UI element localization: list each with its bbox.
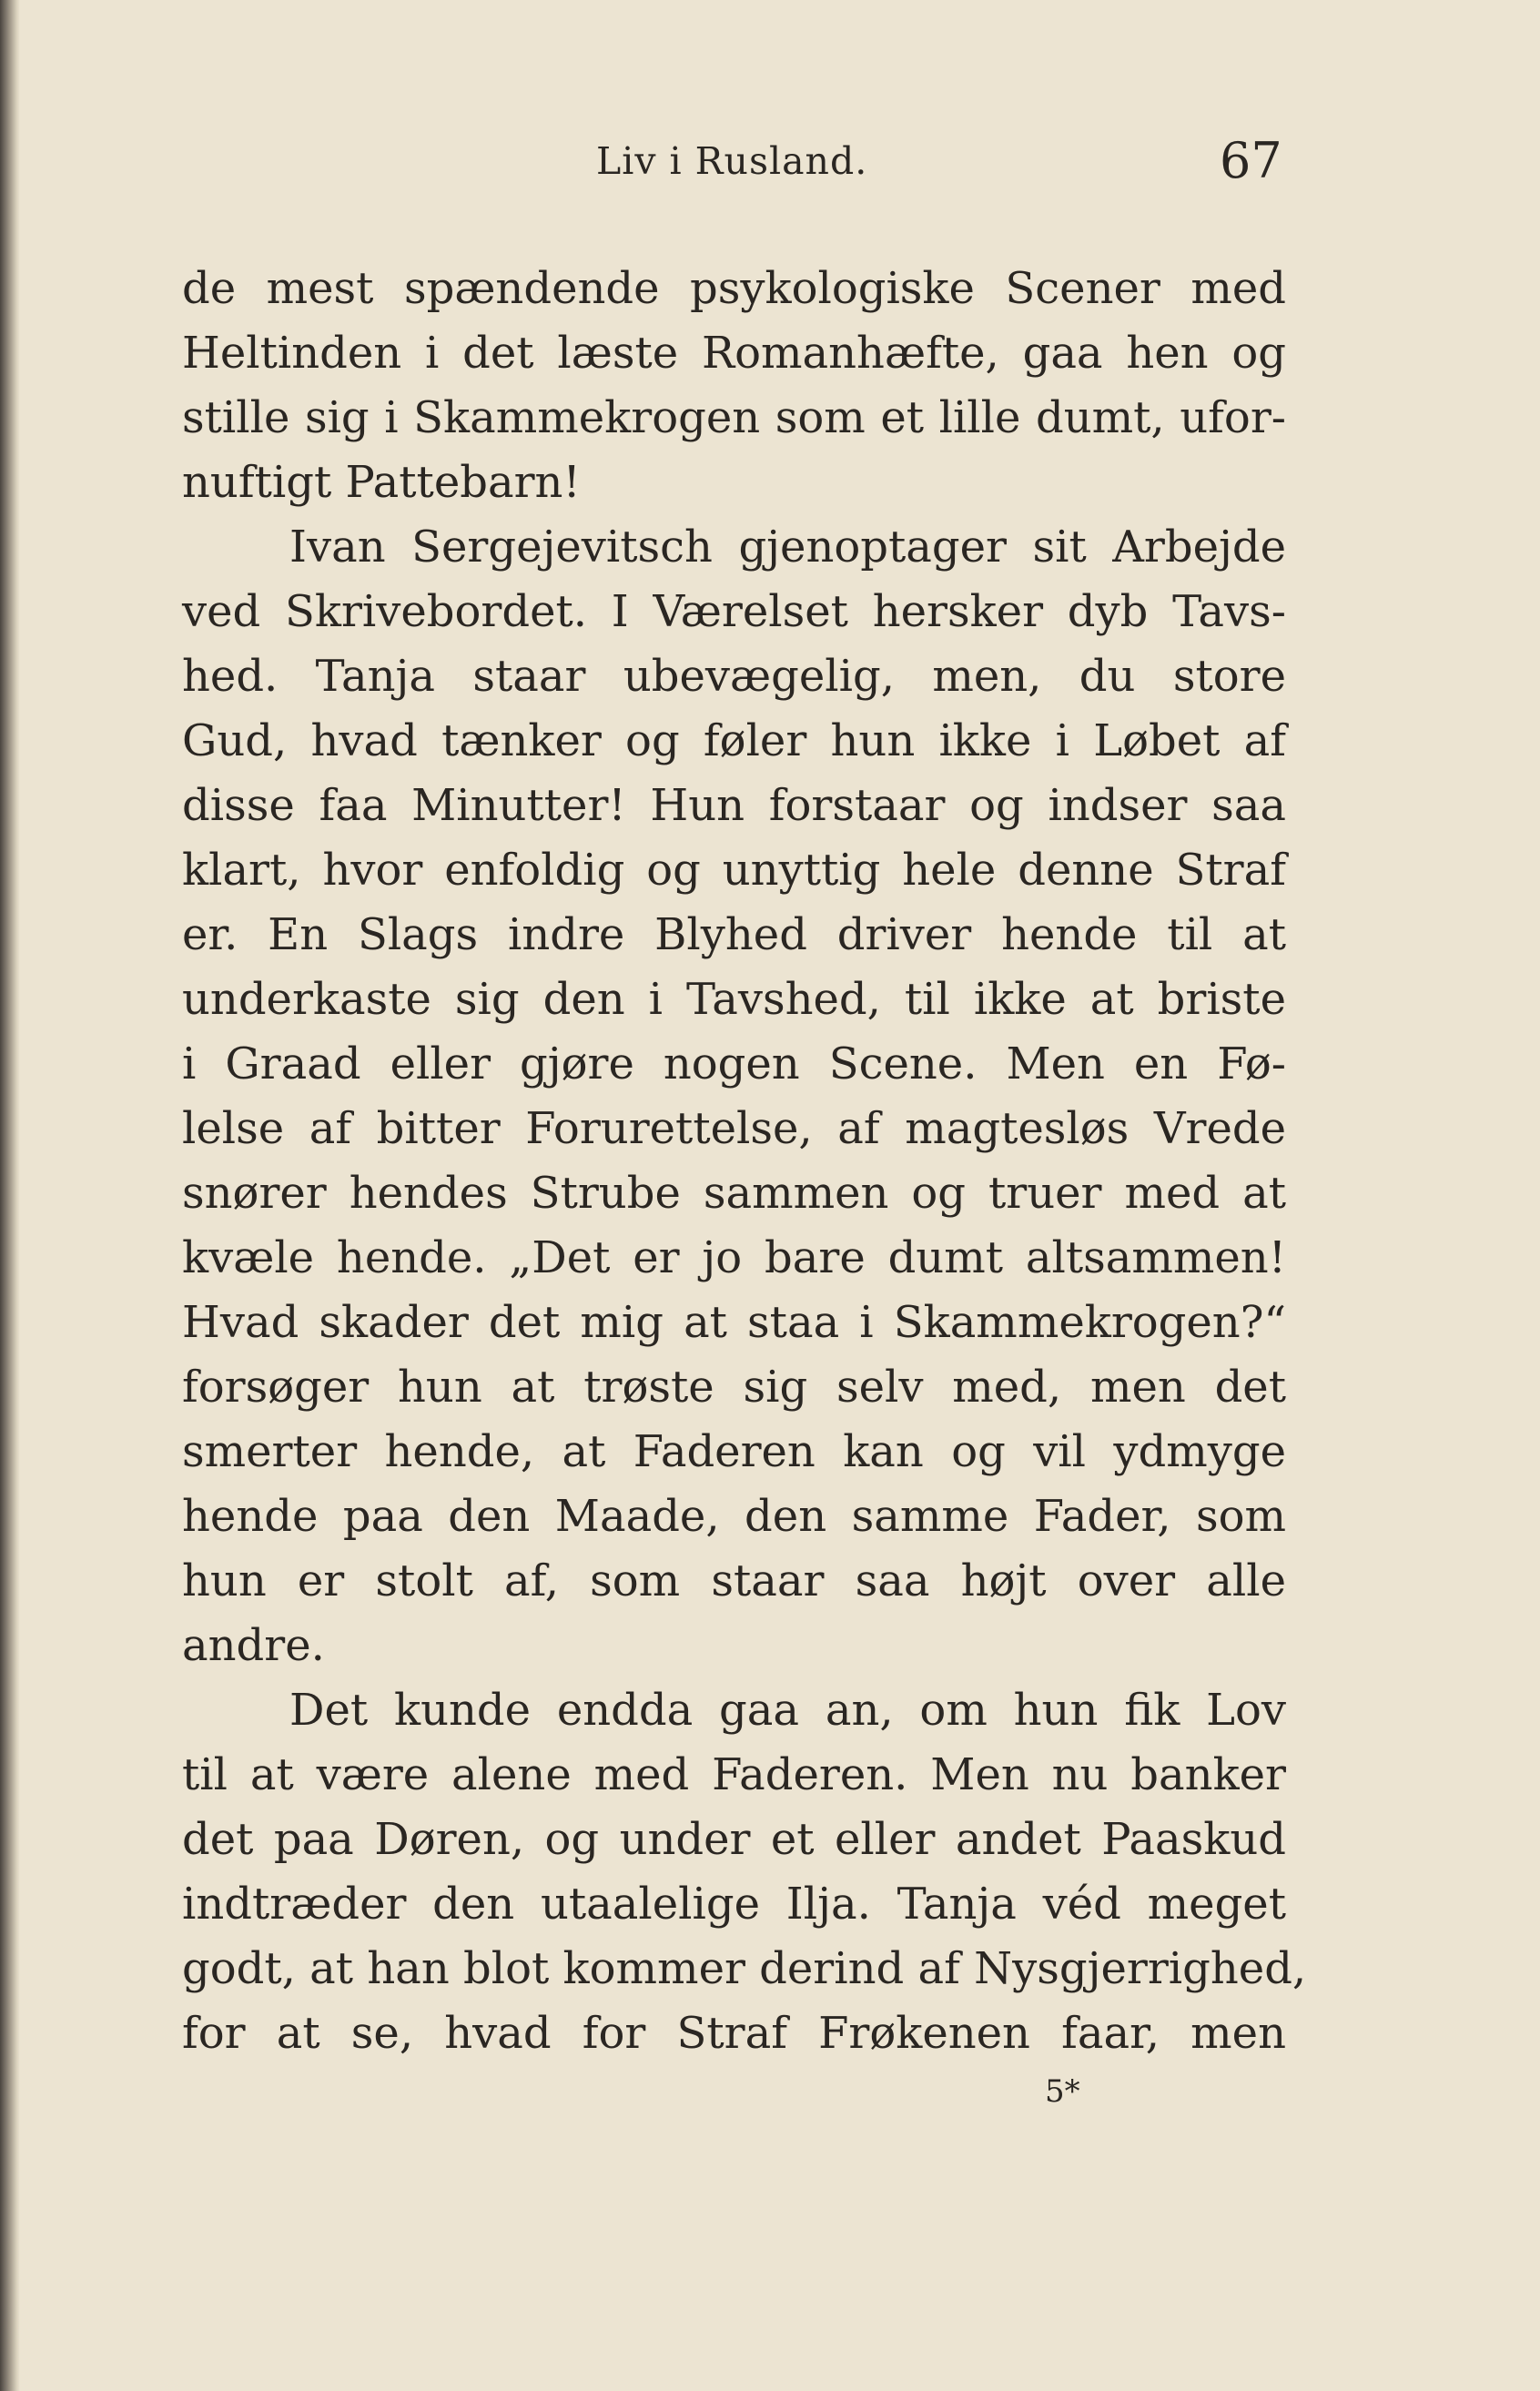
text-line: klart, hvor enfoldig og unyttig hele denne Straf bbox=[182, 845, 1286, 896]
text-line: hed. Tanja staar ubevægelig, men, du store bbox=[182, 651, 1286, 702]
text-line: Heltinden i det læste Romanhæfte, gaa hen og bbox=[182, 328, 1286, 379]
running-title: Liv i Rusland. bbox=[596, 139, 868, 183]
text-line: ved Skrivebordet. I Værelset hersker dyb Tavs- bbox=[182, 586, 1286, 637]
text-line: disse faa Minutter! Hun forstaar og indser saa bbox=[182, 780, 1286, 831]
page-edge-shadow bbox=[0, 0, 20, 2391]
text-line: andre. bbox=[182, 1620, 325, 1671]
text-line: forsøger hun at trøste sig selv med, men det bbox=[182, 1362, 1286, 1413]
text-line: de mest spændende psykologiske Scener med bbox=[182, 263, 1286, 314]
text-line: underkaste sig den i Tavshed, til ikke at briste bbox=[182, 974, 1286, 1025]
text-line: er. En Slags indre Blyhed driver hende til at bbox=[182, 909, 1286, 960]
signature-mark: 5* bbox=[1045, 2073, 1080, 2110]
text-line: godt, at han blot kommer derind af Nysgjerrighed, bbox=[182, 1943, 1307, 1994]
text-line: Det kunde endda gaa an, om hun fik Lov bbox=[289, 1685, 1286, 1736]
text-line: for at se, hvad for Straf Frøkenen faar, men bbox=[182, 2008, 1286, 2059]
text-line: det paa Døren, og under et eller andet Paaskud bbox=[182, 1814, 1286, 1865]
text-line: stille sig i Skammekrogen som et lille dumt, ufor- bbox=[182, 392, 1286, 443]
text-line: indtræder den utaalelige Ilja. Tanja véd meget bbox=[182, 1879, 1286, 1930]
page-number: 67 bbox=[1220, 132, 1282, 189]
text-line: Gud, hvad tænker og føler hun ikke i Løbet af bbox=[182, 715, 1286, 766]
text-line: kvæle hende. „Det er jo bare dumt altsammen! bbox=[182, 1232, 1286, 1283]
text-line: i Graad eller gjøre nogen Scene. Men en Fø- bbox=[182, 1038, 1286, 1089]
body-text bbox=[182, 257, 1307, 2066]
text-line: hun er stolt af, som staar saa højt over alle bbox=[182, 1555, 1286, 1606]
text-line: smerter hende, at Faderen kan og vil ydmyge bbox=[182, 1426, 1286, 1477]
text-line: nuftigt Pattebarn! bbox=[182, 457, 581, 508]
text-line: snører hendes Strube sammen og truer med at bbox=[182, 1168, 1286, 1219]
text-line: hende paa den Maade, den samme Fader, som bbox=[182, 1491, 1286, 1542]
text-line: Hvad skader det mig at staa i Skammekrogen?“ bbox=[182, 1297, 1286, 1348]
text-line: lelse af bitter Forurettelse, af magtesløs Vrede bbox=[182, 1103, 1286, 1154]
running-header bbox=[0, 132, 1540, 205]
text-line: Ivan Sergejevitsch gjenoptager sit Arbejde bbox=[289, 522, 1286, 572]
text-line: til at være alene med Faderen. Men nu banker bbox=[182, 1749, 1286, 1800]
